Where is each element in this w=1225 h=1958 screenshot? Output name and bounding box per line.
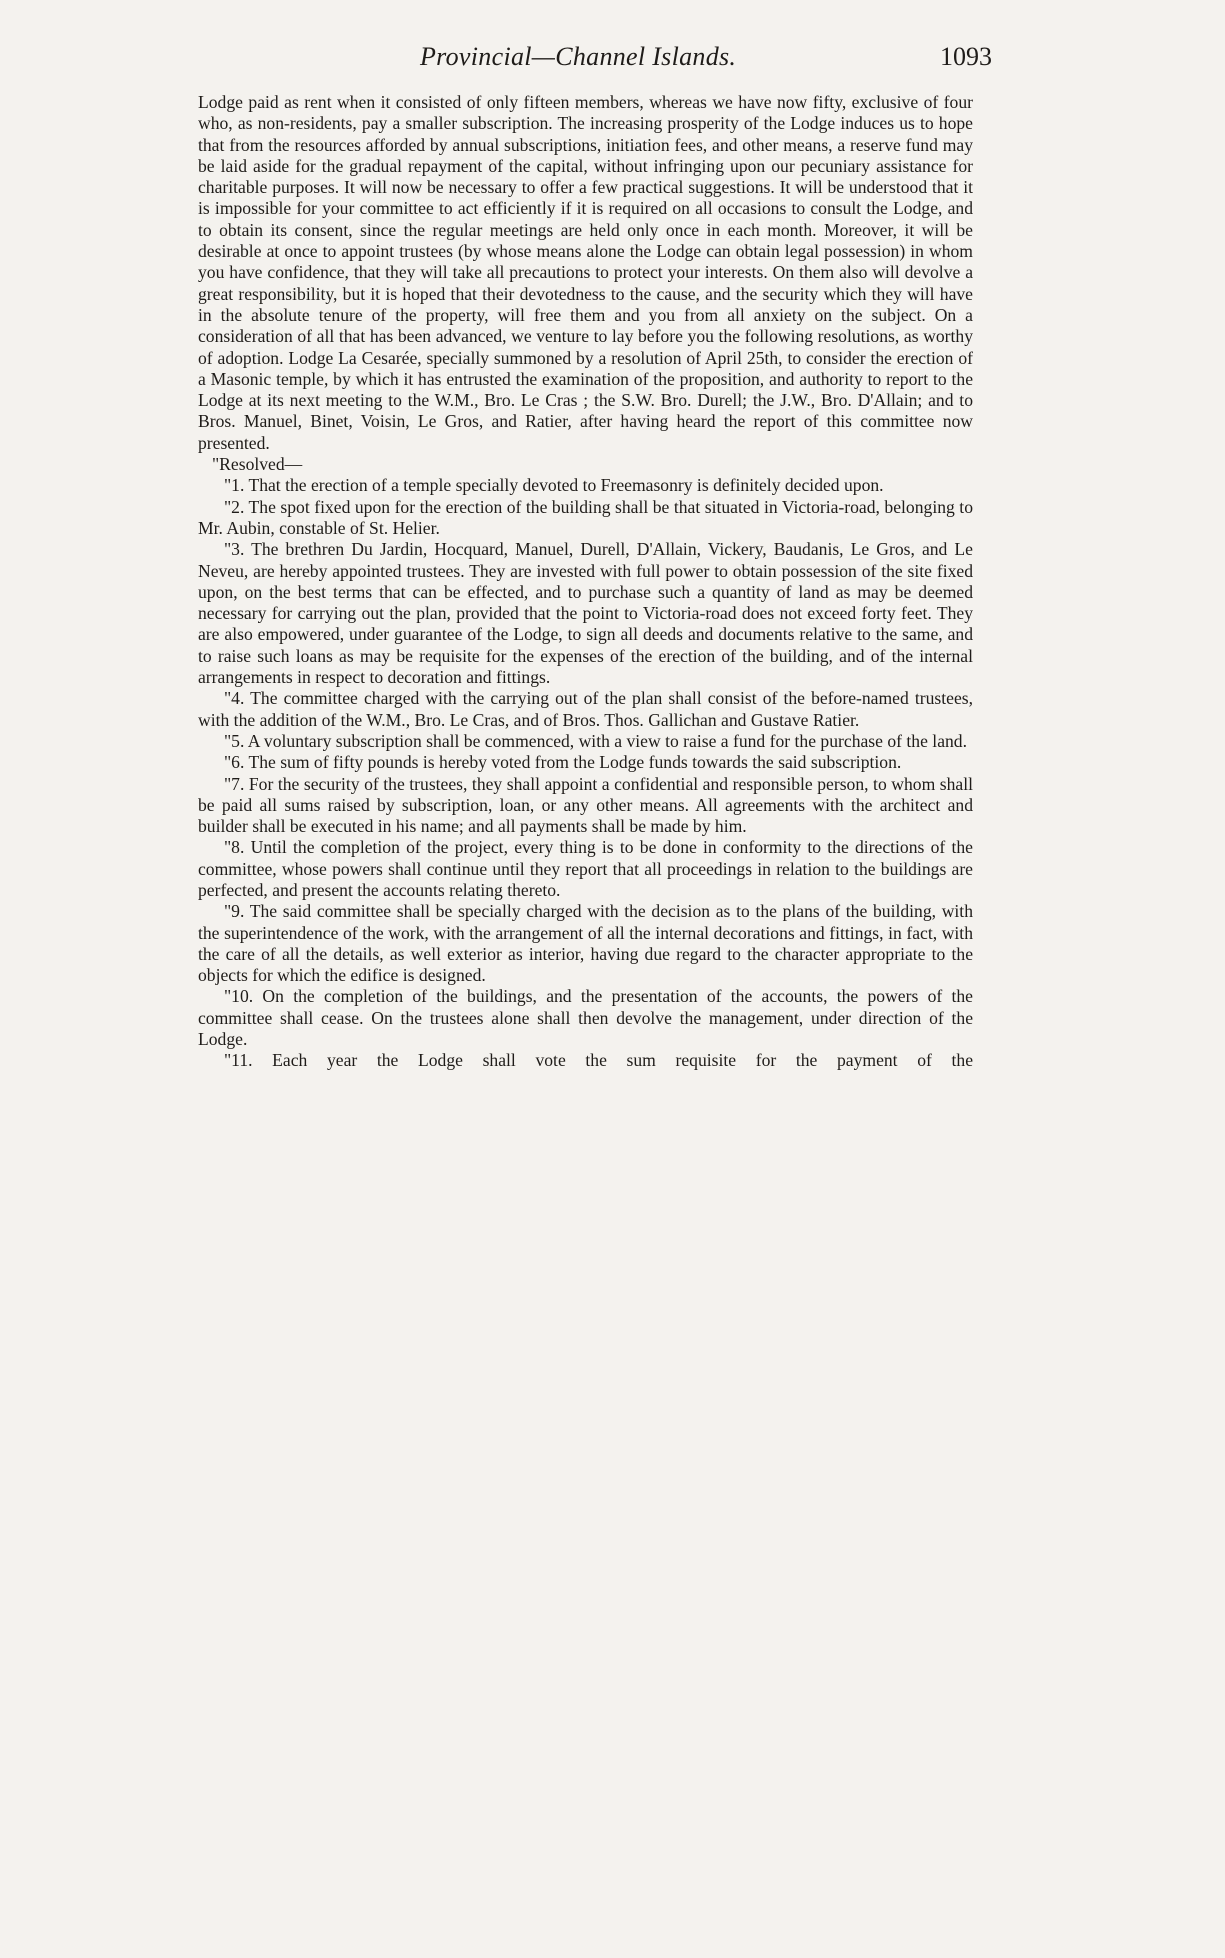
resolution-11: "11. Each year the Lodge shall vote the sum requisite for the payment of the (224, 1050, 973, 1071)
page-number: 1093 (940, 42, 992, 71)
page-header (0, 42, 1225, 82)
paragraph-resolved: "Resolved— (212, 454, 303, 475)
body-text (198, 92, 973, 1072)
paragraph-report: Lodge paid as rent when it consisted of only fifteen members, whereas we have now fifty, exclusive of four who, as non-residents, pay a smaller subscription. The increasing prosperity of the Lodge induces us to hope that from the resources afforded by annual subscriptions, initiation fees, and other means, a reserve fund may be laid aside for the gradual repayment of the capital, without infringing upon our pecuniary assistance for charitable purposes. It will now be necessary to offer a few practical suggestions. It will be understood that it is impossible for your committee to act efficiently if it is required on all occasions to consult the Lodge, and to obtain its consent, since the regular meetings are held only once in each month. Moreover, it will be desirable at once to appoint trustees (by whose means alone the Lodge can obtain legal possession) in whom you have confidence, that they will take all precautions to protect your interests. On them also will devolve a great responsibility, but it is hoped that their devotedness to the cause, and the security which they will have in the absolute tenure of the property, will free them and you from all anxiety on the subject. On a consideration of all that has been advanced, we venture to lay before you the following resolutions, as worthy of adoption. Lodge La Cesarée, specially summoned by a resolution of April 25th, to consider the erection of a Masonic temple, by which it has entrusted the examination of the proposition, and authority to report to the Lodge at its next meeting to the W.M., Bro. Le Cras ; the S.W. Bro. Durell; the J.W., Bro. D'Allain; and to Bros. Manuel, Binet, Voisin, Le Gros, and Ratier, after having heard the report of this committee now presented. (198, 92, 973, 453)
resolution-8: "8. Until the completion of the project, every thing is to be done in conformity to the directions of the committee, whose powers shall continue until they report that all proceedings in relation to the buildings are perfected, and present the accounts relating thereto. (198, 837, 973, 900)
resolution-2: "2. The spot fixed upon for the erection of the building shall be that situated in Victoria-road, belonging to Mr. Aubin, constable of St. Helier. (198, 496, 973, 538)
resolution-4: "4. The committee charged with the carrying out of the plan shall consist of the before-named trustees, with the addition of the W.M., Bro. Le Cras, and of Bros. Thos. Gallichan and Gustave Ratier. (198, 688, 973, 730)
resolution-3: "3. The brethren Du Jardin, Hocquard, Manuel, Durell, D'Allain, Vickery, Baudanis, Le Gros, and Le Neveu, are hereby appointed trustees. They are invested with full power to obtain possession of the site fixed upon, on the best terms that can be effected, and to purchase such a quantity of land as may be deemed necessary for carrying out the plan, provided that the point to Victoria-road does not exceed forty feet. They are also empowered, under guarantee of the Lodge, to sign all deeds and documents relative to the same, and to raise such loans as may be requisite for the expenses of the erection of the building, and of the internal arrangements in respect to decoration and fittings. (198, 539, 973, 688)
resolution-1: "1. That the erection of a temple specially devoted to Freemasonry is definitely decided upon. (224, 475, 884, 496)
resolution-5: "5. A voluntary subscription shall be commenced, with a view to raise a fund for the purchase of the land. (224, 730, 967, 751)
resolution-10: "10. On the completion of the buildings, and the presentation of the accounts, the powers of the committee shall cease. On the trustees alone shall then devolve the management, under direction of the Lodge. (198, 986, 973, 1050)
resolution-9: "9. The said committee shall be specially charged with the decision as to the plans of the building, with the superintendence of the work, with the arrangement of all the internal decorations and fittings, in fact, with the care of all the details, as well exterior as interior, having due regard to the character appropriate to the objects for which the edifice is designed. (198, 901, 973, 986)
resolution-6: "6. The sum of fifty pounds is hereby voted from the Lodge funds towards the said subscription. (224, 752, 902, 773)
running-title: Provincial—Channel Islands. (420, 42, 737, 71)
resolution-7: "7. For the security of the trustees, they shall appoint a confidential and responsible person, to whom shall be paid all sums raised by subscription, loan, or any other means. All agreements with the architect and builder shall be executed in his name; and all payments shall be made by him. (198, 773, 973, 837)
